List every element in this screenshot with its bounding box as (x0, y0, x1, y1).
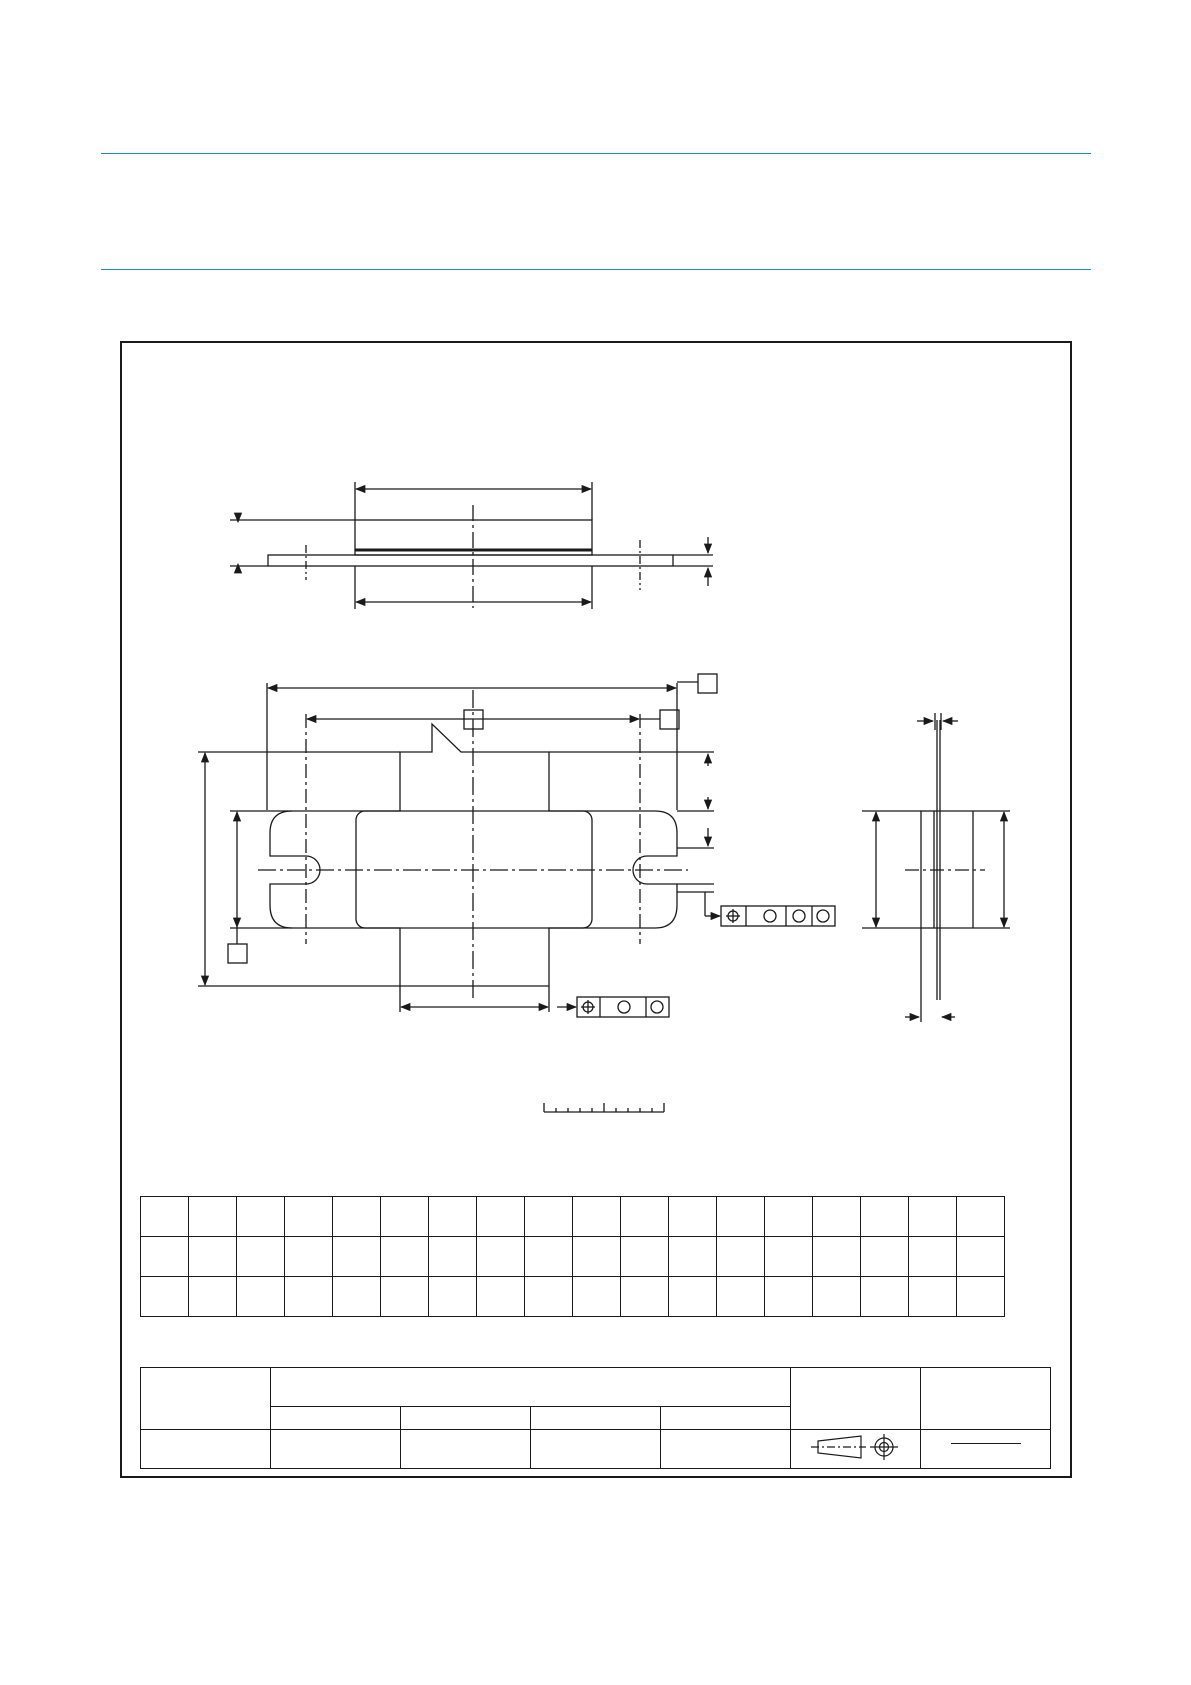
issue-date-underline (951, 1443, 1021, 1444)
table-cell (477, 1237, 525, 1277)
table-cell (861, 1197, 909, 1237)
table-cell (669, 1237, 717, 1277)
table-cell (429, 1237, 477, 1277)
table-cell (189, 1277, 237, 1317)
table-cell (285, 1197, 333, 1237)
table-cell (477, 1197, 525, 1237)
table-cell (531, 1407, 661, 1430)
table-cell (717, 1277, 765, 1317)
table-cell (765, 1197, 813, 1237)
table-cell (525, 1237, 573, 1277)
table-cell (141, 1237, 189, 1277)
table-cell (813, 1197, 861, 1237)
table-cell (285, 1277, 333, 1317)
table-cell (573, 1277, 621, 1317)
table-cell (661, 1430, 791, 1469)
table-cell (189, 1197, 237, 1237)
table-cell (381, 1197, 429, 1237)
table-cell (189, 1237, 237, 1277)
table-cell (381, 1277, 429, 1317)
dimensions-table (140, 1196, 1005, 1317)
table-cell (401, 1430, 531, 1469)
table-cell (909, 1197, 957, 1237)
table-row (141, 1368, 1051, 1407)
tolerance-frame (577, 997, 669, 1017)
table-cell (813, 1237, 861, 1277)
table-cell (477, 1277, 525, 1317)
table-cell (957, 1197, 1005, 1237)
datum-box (698, 674, 717, 693)
top-view (198, 674, 835, 1017)
outline-version-cell (141, 1368, 271, 1430)
table-cell (661, 1407, 791, 1430)
table-cell (669, 1197, 717, 1237)
table-cell (531, 1430, 661, 1469)
table-cell (237, 1277, 285, 1317)
table-cell (141, 1197, 189, 1237)
table-row (141, 1197, 1005, 1237)
table-cell (573, 1237, 621, 1277)
table-row (141, 1277, 1005, 1317)
table-cell (333, 1237, 381, 1277)
issue-date-header-cell (921, 1368, 1051, 1430)
table-cell (333, 1277, 381, 1317)
table-cell (141, 1277, 189, 1317)
projection-symbol-icon (806, 1432, 906, 1462)
datum-box (228, 944, 247, 963)
table-cell (271, 1407, 401, 1430)
side-view-flange (268, 555, 673, 566)
table-cell (141, 1430, 271, 1469)
issue-date-cell (921, 1430, 1051, 1469)
table-cell (621, 1277, 669, 1317)
table-cell (717, 1237, 765, 1277)
projection-symbol-cell (791, 1430, 921, 1469)
table-cell (333, 1197, 381, 1237)
table-cell (669, 1277, 717, 1317)
references-header-cell (271, 1368, 791, 1407)
table-cell (957, 1277, 1005, 1317)
projection-header-cell (791, 1368, 921, 1430)
scale-bar (544, 1103, 664, 1112)
table-cell (765, 1237, 813, 1277)
table-cell (957, 1237, 1005, 1277)
table-cell (429, 1277, 477, 1317)
table-cell (909, 1237, 957, 1277)
table-cell (525, 1277, 573, 1317)
table-cell (237, 1237, 285, 1277)
table-cell (525, 1197, 573, 1237)
table-cell (621, 1237, 669, 1277)
table-cell (861, 1237, 909, 1277)
table-cell (765, 1277, 813, 1317)
table-cell (381, 1237, 429, 1277)
table-cell (237, 1197, 285, 1237)
table-cell (861, 1277, 909, 1317)
table-cell (909, 1277, 957, 1317)
end-view (862, 713, 1010, 1022)
table-cell (285, 1237, 333, 1277)
table-cell (573, 1197, 621, 1237)
table-cell (717, 1197, 765, 1237)
datum-box (660, 710, 679, 729)
tolerance-frame (721, 906, 835, 926)
side-view (230, 482, 713, 609)
table-row (141, 1237, 1005, 1277)
table-row (141, 1430, 1051, 1469)
table-cell (401, 1407, 531, 1430)
table-cell (429, 1197, 477, 1237)
table-cell (271, 1430, 401, 1469)
table-cell (813, 1277, 861, 1317)
table-cell (621, 1197, 669, 1237)
outline-reference-table (140, 1367, 1051, 1469)
